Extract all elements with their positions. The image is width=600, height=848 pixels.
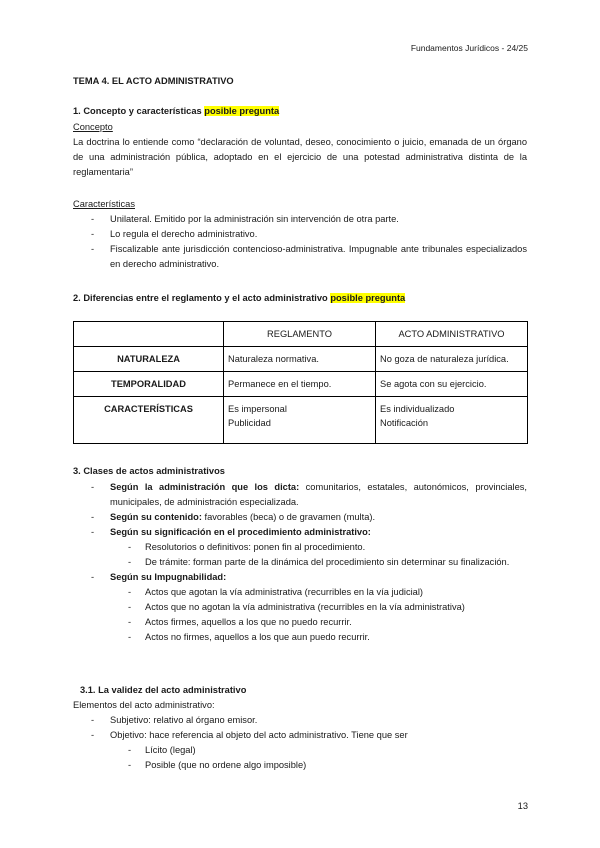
table-cell: Permanece en el tiempo. [224,372,376,397]
row-header: NATURALEZA [74,347,224,372]
list-item [73,510,527,525]
row-header: TEMPORALIDAD [74,372,224,397]
sub-list-item: - Lícito (legal) [73,743,527,758]
table-cell [376,397,528,444]
sub-list-item: - Resolutorios o definitivos: ponen fin al procedimiento. [73,540,527,555]
concepto-label: Concepto [73,122,113,132]
sub-list-item: - Actos firmes, aquellos a los que no puedo recurrir. [73,615,527,630]
row-header: CARACTERÍSTICAS [74,397,224,444]
caracteristicas-list [73,212,527,272]
table-cell: Se agota con su ejercicio. [376,372,528,397]
section2-heading-text: 2. Diferencias entre el reglamento y el acto administrativo [73,293,328,303]
list-item [73,570,527,645]
section1-highlight: posible pregunta [204,106,280,116]
cell-line: Es impersonal [228,404,287,414]
item-text: comunitarios, estatales, autonómicos, provinciales, municipales, de administración especializada. [110,482,527,507]
sub-list-item: - Actos no firmes, aquellos a los que aun puedo recurrir. [73,630,527,645]
page-number: 13 [517,801,528,811]
list-item: - Unilateral. Emitido por la administración sin intervención de otra parte. [73,212,527,227]
list-item [73,728,527,773]
item-text: favorables (beca) o de gravamen (multa). [201,512,376,522]
sub-list-item: - Actos que agotan la vía administrativa (recurribles en la vía judicial) [73,585,527,600]
column-header-acto: ACTO ADMINISTRATIVO [376,322,528,347]
section31-list [73,713,527,773]
cell-line: Publicidad [228,418,271,428]
caracteristicas-label: Características [73,199,135,209]
table-row [74,372,528,397]
list-item: - Fiscalizable ante jurisdicción contencioso-administrativa. Impugnable ante tribunales especializados en derecho administrativo. [73,242,527,272]
cell-line: Es individualizado [380,404,455,414]
section3-heading: 3. Clases de actos administrativos [73,466,225,476]
cell-line: Notificación [380,418,429,428]
section31-heading: 3.1. La validez del acto administrativo [80,685,247,695]
section2-heading [73,291,405,306]
table-corner-cell [74,322,224,347]
comparison-table [73,321,528,444]
column-header-reglamento: REGLAMENTO [224,322,376,347]
item-bold: Según su Impugnabilidad: [110,572,227,582]
table-cell [224,397,376,444]
item-text: Objetivo: hace referencia al objeto del acto administrativo. Tiene que ser [110,730,408,740]
sub-list-item: - De trámite: forman parte de la dinámica del procedimiento sin determinar su finalización. [73,555,527,570]
list-item: - Lo regula el derecho administrativo. [73,227,527,242]
table-row [74,397,528,444]
list-item [73,480,527,510]
item-bold: Según su contenido: [110,512,202,522]
table-row [74,347,528,372]
sub-list-item: - Posible (que no ordene algo imposible) [73,758,527,773]
table-header-row [74,322,528,347]
chapter-title: TEMA 4. EL ACTO ADMINISTRATIVO [73,76,234,86]
item-bold: Según la administración que los dicta: [110,482,300,492]
sub-list-item: - Actos que no agotan la vía administrativa (recurribles en la vía administrativa) [73,600,527,615]
section31-intro: Elementos del acto administrativo: [73,700,215,710]
section3-list [73,480,527,645]
section2-highlight: posible pregunta [330,293,406,303]
running-header: Fundamentos Jurídicos - 24/25 [410,43,528,53]
list-item: - Subjetivo: relativo al órgano emisor. [73,713,527,728]
list-item [73,525,527,570]
item-bold: Según su significación en el procedimiento administrativo: [110,527,371,537]
table-cell: No goza de naturaleza jurídica. [376,347,528,372]
section1-heading [73,104,279,119]
section1-heading-text: 1. Concepto y características [73,106,202,116]
table-cell: Naturaleza normativa. [224,347,376,372]
concepto-text: La doctrina lo entiende como “declaración de voluntad, deseo, conocimiento o juicio, emanada de un órgano de una administración pública, adoptado en el ejercicio de una potestad administrativa distinta de la reglamentaria” [73,137,527,177]
